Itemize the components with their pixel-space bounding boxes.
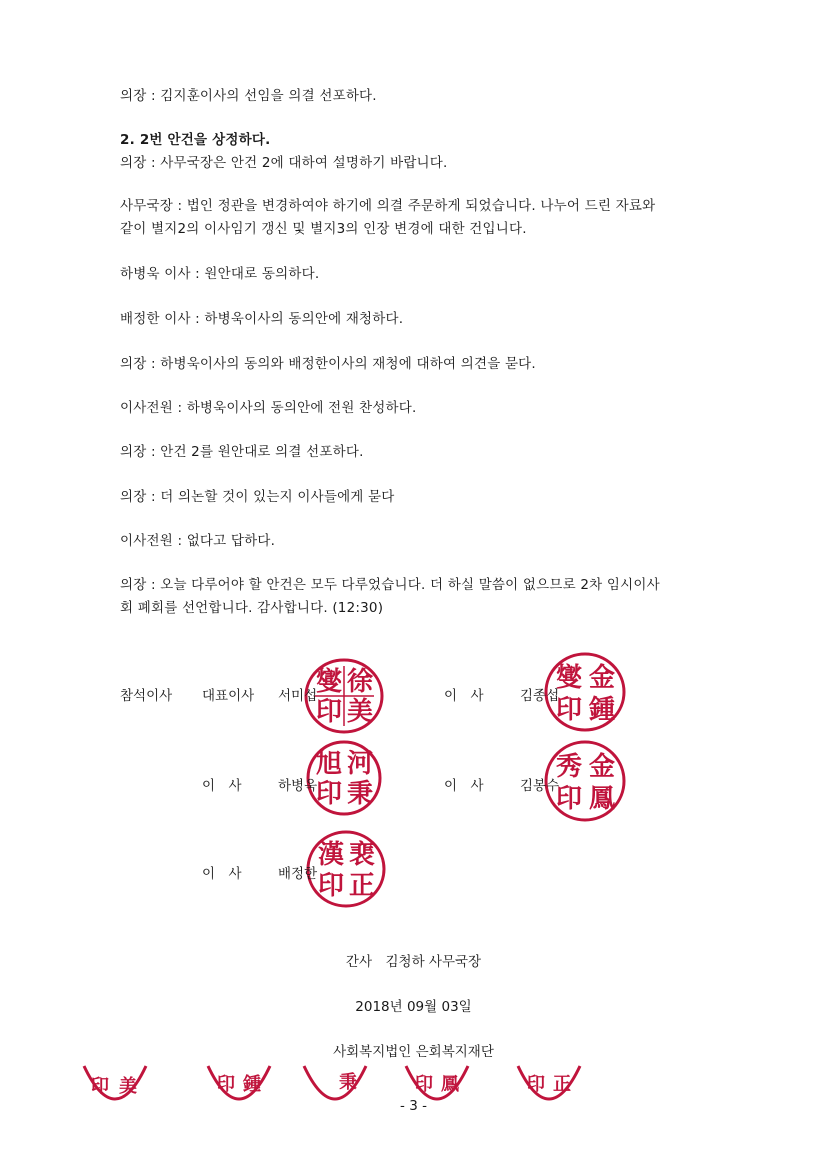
seal-char: 秉 bbox=[346, 779, 374, 809]
director2-title: 이 사 bbox=[202, 778, 242, 794]
seal-char: 印 bbox=[91, 1076, 109, 1097]
seal-char: 印 bbox=[315, 697, 343, 727]
line-closing-2: 회 폐회를 선언합니다. 감사합니다. (12:30) bbox=[120, 600, 384, 616]
seal-char: 美 bbox=[119, 1076, 137, 1097]
director4-title: 이 사 bbox=[202, 866, 242, 882]
line-ha-motion: 하병욱 이사 : 원안대로 동의하다. bbox=[120, 266, 320, 282]
meeting-date: 2018년 09월 03일 bbox=[355, 999, 472, 1015]
seal-char: 燮 bbox=[315, 667, 343, 697]
seal-char: 鍾 bbox=[243, 1074, 261, 1095]
rep-director-title: 대표이사 bbox=[202, 688, 255, 704]
seal-char: 正 bbox=[348, 871, 376, 901]
seal-char: 印 bbox=[527, 1074, 545, 1095]
seal-char: 徐 bbox=[346, 667, 374, 697]
seal-char: 鍾 bbox=[588, 695, 616, 725]
line-all-agree: 이사전원 : 하병욱이사의 동의안에 전원 찬성하다. bbox=[120, 400, 417, 416]
seal-char: 正 bbox=[553, 1074, 571, 1095]
secretary-line: 간사 김청하 사무국장 bbox=[345, 954, 482, 970]
line-chair-opinion: 의장 : 하병욱이사의 동의와 배정한이사의 재청에 대하여 의견을 묻다. bbox=[120, 356, 536, 372]
seal-char: 鳳 bbox=[588, 784, 616, 814]
director1-name: 김종섭 bbox=[520, 688, 560, 704]
seal-char: 河 bbox=[346, 749, 374, 779]
director3-title: 이 사 bbox=[444, 778, 484, 794]
line-closing-1: 의장 : 오늘 다루어야 할 안건은 모두 다루었습니다. 더 하실 말씀이 없으므로 2차 임시이사 bbox=[120, 577, 660, 593]
director3-name: 김봉수 bbox=[520, 778, 560, 794]
seal-char: 漢 bbox=[317, 840, 345, 870]
director1-title: 이 사 bbox=[444, 688, 484, 704]
line-chair-request: 의장 : 사무국장은 안건 2에 대하여 설명하기 바랍니다. bbox=[120, 155, 448, 171]
seal-char: 秀 bbox=[555, 752, 583, 782]
seal-char: 印 bbox=[415, 1074, 433, 1095]
agenda-2-heading: 2. 2번 안건을 상정하다. bbox=[120, 132, 271, 148]
director2-name: 하병욱 bbox=[278, 778, 318, 794]
seal-char: 印 bbox=[317, 871, 345, 901]
organization-name: 사회복지법인 은회복지재단 bbox=[333, 1044, 494, 1060]
seal-char: 燮 bbox=[555, 663, 583, 693]
line-chair-ask: 의장 : 더 의논할 것이 있는지 이사들에게 묻다 bbox=[120, 489, 395, 505]
seal-char: 鳳 bbox=[441, 1074, 459, 1095]
line-chair-announce: 의장 : 김지훈이사의 선임을 의결 선포하다. bbox=[120, 88, 377, 104]
rep-director-name: 서미섭 bbox=[278, 688, 318, 704]
attendees-label: 참석이사 bbox=[120, 688, 173, 704]
seal-char: 印 bbox=[217, 1074, 235, 1095]
seal-char: 印 bbox=[555, 784, 583, 814]
line-bae-second: 배정한 이사 : 하병욱이사의 동의안에 재청하다. bbox=[120, 311, 404, 327]
seal-char: 金 bbox=[588, 752, 616, 782]
director4-name: 배정한 bbox=[278, 866, 318, 882]
page-number: - 3 - bbox=[400, 1098, 427, 1114]
seal-char: 印 bbox=[555, 695, 583, 725]
seal-char: 秉 bbox=[339, 1072, 357, 1093]
line-secretary-1: 사무국장 : 법인 정관을 변경하여야 하기에 의결 주문하게 되었습니다. 나누어 드린 자료와 bbox=[120, 198, 656, 214]
seal-char: 裵 bbox=[348, 840, 376, 870]
seal-char: 印 bbox=[315, 779, 343, 809]
line-secretary-2: 같이 별지2의 이사임기 갱신 및 별지3의 인장 변경에 대한 건입니다. bbox=[120, 221, 527, 237]
line-chair-resolve: 의장 : 안건 2를 원안대로 의결 선포하다. bbox=[120, 444, 364, 460]
line-all-none: 이사전원 : 없다고 답하다. bbox=[120, 533, 276, 549]
seal-char: 美 bbox=[346, 697, 374, 727]
seal-char: 金 bbox=[588, 663, 616, 693]
seal-char: 旭 bbox=[315, 749, 343, 779]
